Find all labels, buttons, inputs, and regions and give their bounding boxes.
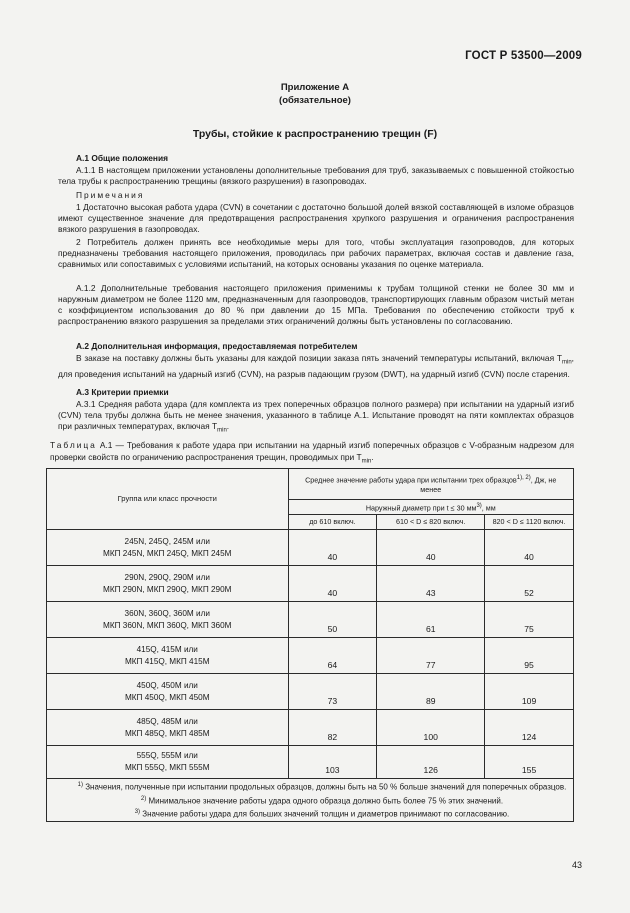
paragraph-a2: В заказе на поставку должны быть указаны для каждой позиции заказа пять значений температуры испытаний, включая $T_{min}$, для проведения испытаний на ударный изгиб (CVN), на разрыв падающим грузом (DWT), на ударный изгиб (CVN) после старения. [58,353,574,379]
paragraph-a3-1: А.3.1 Средняя работа удара (для комплекта из трех поперечных образцов полного размера) при испытании на ударный изгиб (CVN) тела трубы должна быть не менее значения, указанного в таблице А.1. Испытание проводят на пяти комплектах образцов при различных температурах, включая $T_{min}$. [58,399,574,434]
header-impact-energy: Среднее значение работы удара при испытании трех образцов$^{1), 2)}$, Дж, не менее [288,469,574,500]
header-diameter-range: до 610 включ. [288,515,377,530]
appendix-label: Приложение А [280,82,350,93]
footnote-3: $^{3)}$ Значение работы удара для больших значений толщин и диаметров принимают по согласованию. [134,809,510,819]
section-a2-heading: А.2 Дополнительная информация, предоставляемая потребителем [76,341,358,351]
strength-group-cell: 485Q, 485M или МКП 485Q, МКП 485M [47,710,289,746]
value-cell: 40 [288,530,377,566]
value-cell: 95 [485,638,574,674]
table-row [47,602,574,638]
section-a3-heading: А.3 Критерии приемки [76,387,169,397]
table-footnotes [47,779,574,822]
table-caption: Таблица А.1 — Требования к работе удара при испытании на ударный изгиб поперечных образцов с V-образным надрезом для проверки свойств по ограничению распространения трещин, проводимых при $T_{min}$. [50,440,574,465]
value-cell: 43 [377,566,485,602]
note-1: 1 Достаточно высокая работа удара (CVN) в сочетании с достаточно большой долей вязкой составляющей в изломе образцов имеют существенное значение для предотвращения распространения хрупкого разрушения и ограничения распространения вязкого разрушения в газопроводах. [58,202,574,234]
footnote-2: $^{2)}$ Минимальное значение работы удара одного образца должно быть более 75 % этих значений. [140,795,504,806]
strength-group-cell: 360N, 360Q, 360M или МКП 360N, МКП 360Q, МКП 360M [47,602,289,638]
value-cell: 40 [288,566,377,602]
value-cell: 126 [377,746,485,779]
notes-label: Примечания [76,190,145,200]
value-cell: 50 [288,602,377,638]
table-row [47,638,574,674]
value-cell: 73 [288,674,377,710]
appendix-title [0,81,630,107]
value-cell: 75 [485,602,574,638]
value-cell: 64 [288,638,377,674]
appendix-status: (обязательное) [279,95,351,106]
table-row [47,530,574,566]
strength-group-cell: 245N, 245Q, 245M или МКП 245N, МКП 245Q, МКП 245M [47,530,289,566]
table-row [47,566,574,602]
value-cell: 40 [485,530,574,566]
header-strength-group: Группа или класс прочности [47,469,289,530]
value-cell: 61 [377,602,485,638]
strength-group-cell: 415Q, 415M или МКП 415Q, МКП 415M [47,638,289,674]
value-cell: 40 [377,530,485,566]
strength-group-cell: 290N, 290Q, 290M или МКП 290N, МКП 290Q, МКП 290M [47,566,289,602]
strength-group-cell: 555Q, 555M или МКП 555Q, МКП 555M [47,746,289,779]
paragraph-a1-1: А.1.1 В настоящем приложении установлены дополнительные требования для труб, заказываемых с повышенной стойкостью тела трубы к распространению трещины (вязкого разрушения) в газопроводах. [58,165,574,186]
footnote-1: $^{1)}$ Значения, полученные при испытании продольных образцов, должны быть на 50 % больше значений для поперечных образцов. [77,782,567,792]
value-cell: 109 [485,674,574,710]
value-cell: 52 [485,566,574,602]
header-diameter-range: 820 < D ≤ 1120 включ. [485,515,574,530]
appendix-main-title: Трубы, стойкие к распространению трещин (F) [192,128,438,140]
value-cell: 103 [288,746,377,779]
value-cell: 124 [485,710,574,746]
table-row [47,746,574,779]
value-cell: 77 [377,638,485,674]
table-row [47,674,574,710]
impact-requirements-table [46,468,574,822]
table-row [47,710,574,746]
note-2: 2 Потребитель должен принять все необходимые меры для того, чтобы эксплуатация газопроводов, для которых предназначены требования настоящего приложения, проводилась при рабочих параметрах, включая состав и давление газа, сравнимых или сопоставимых с условиями испытаний, на которых основаны указания по оценке материала. [58,237,574,269]
strength-group-cell: 450Q, 450M или МКП 450Q, МКП 450M [47,674,289,710]
value-cell: 89 [377,674,485,710]
section-a1-heading: А.1 Общие положения [76,153,169,163]
value-cell: 155 [485,746,574,779]
value-cell: 100 [377,710,485,746]
standard-number: ГОСТ Р 53500—2009 [465,50,582,62]
paragraph-a1-2: А.1.2 Дополнительные требования настоящего приложения применимы к трубам толщиной стенки не более 30 мм и наружным диаметром не более 1120 мм, предназначенным для газопроводов, транспортирующих главным образом чистый метан с коэффициентом использования до 80 % при давлении до 15 МПа. Требования по обеспечению стойкости труб к распространению вязкого разрушения за пределами этих ограничений должны быть установлены по согласованию. [58,283,574,326]
page-number: 43 [571,860,582,870]
header-diameter-range: 610 < D ≤ 820 включ. [377,515,485,530]
value-cell: 82 [288,710,377,746]
header-outer-diameter: Наружный диаметр при t ≤ 30 $мм^{3)}$, мм [288,500,574,515]
